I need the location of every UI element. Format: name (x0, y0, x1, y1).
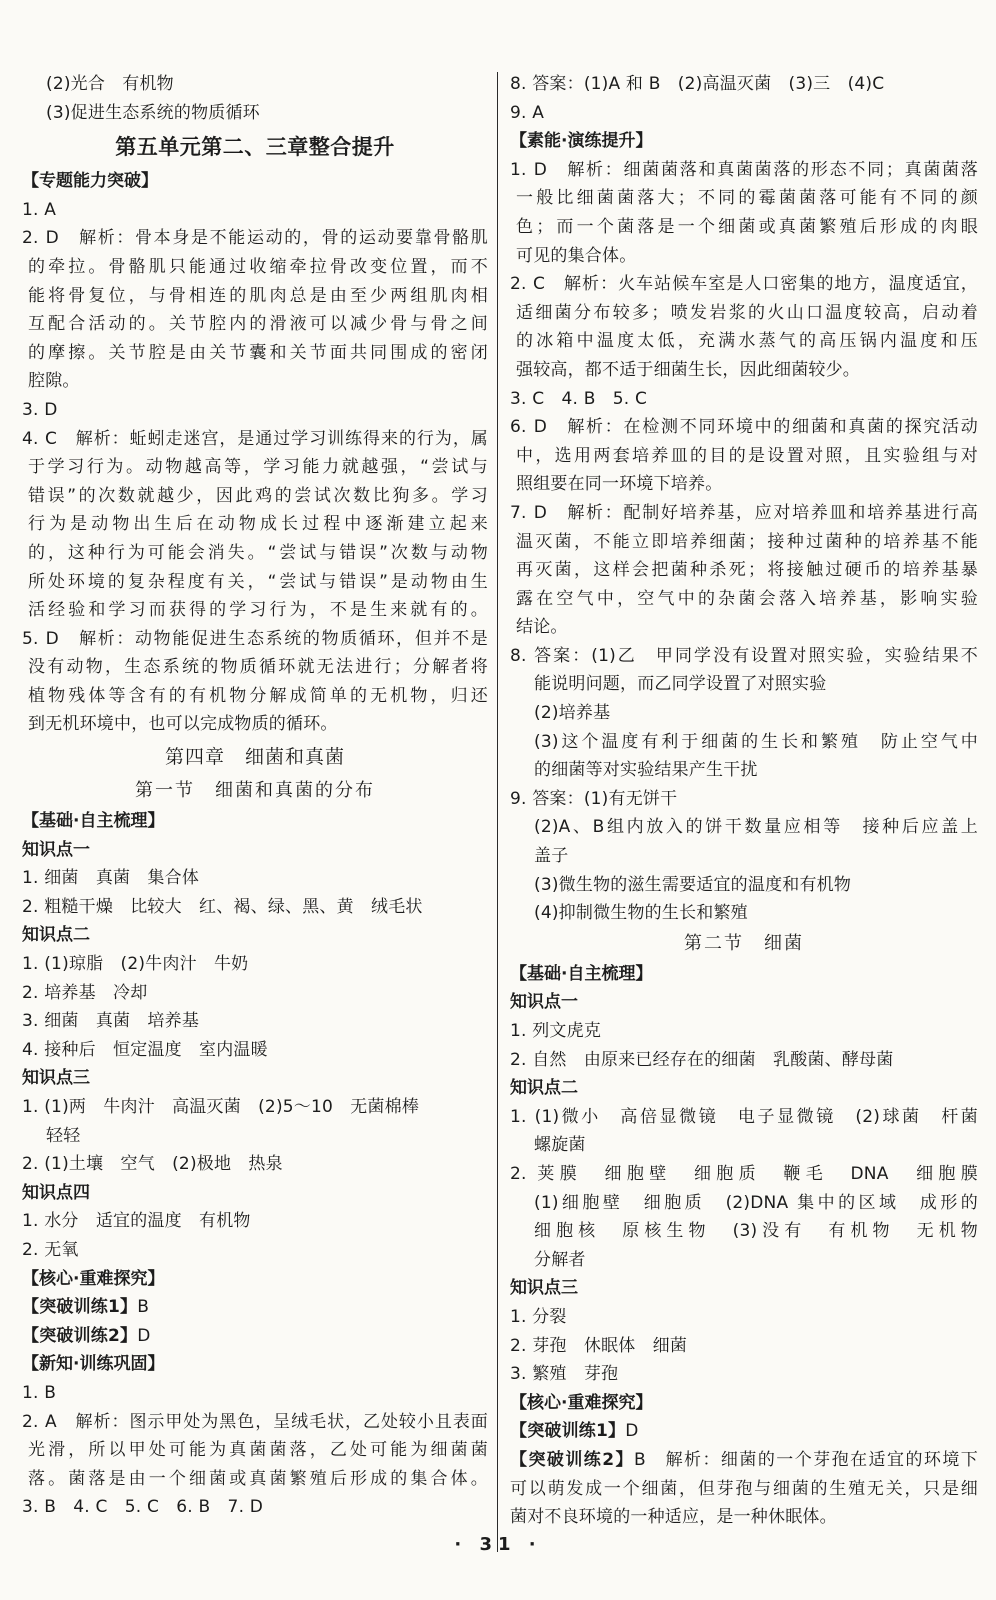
answer-line: 的牵拉。骨骼肌只能通过收缩牵拉骨改变位置，而不 (28, 256, 488, 277)
answer-block-xz2 (22, 1408, 488, 1494)
training-line (22, 1293, 488, 1322)
answer-line: 1. (1)微小 高倍显微镜 电子显微镜 (2)球菌 杆菌 (510, 1106, 978, 1127)
answer-line: 2. A 解析：图示甲处为黑色，呈绒毛状，乙处较小且表面 (22, 1411, 488, 1432)
answer-line: 一般比细菌菌落大；不同的霉菌菌落可能有不同的颜 (516, 188, 978, 209)
answer-line: 2. 粗糙干燥 比较大 红、褐、绿、黑、黄 绒毛状 (22, 896, 423, 917)
answer-line: 1. 分裂 (510, 1306, 567, 1327)
section-label-xinzhi: 【新知·训练巩固】 (22, 1354, 165, 1375)
column-divider (497, 72, 498, 1552)
answer-line: (2)A、B组内放入的饼干数量应相等 接种后应盖上 (534, 817, 978, 838)
training-label: 【突破训练2】 (510, 1449, 634, 1470)
answer-line: 2. 芽孢 休眠体 细菌 (510, 1335, 688, 1356)
answer-line: 的摩擦。关节腔是由关节囊和关节面共同围成的密闭 (28, 342, 488, 363)
answer-line: 的细菌等对实验结果产生干扰 (534, 760, 758, 781)
answer-line: 露在空气中，空气中的杂菌会落入培养基，影响实验 (516, 588, 978, 609)
answer-line: (3)促进生态系统的物质循环 (46, 102, 260, 123)
answer-line: 5. D 解析：动物能促进生态系统的物质循环，但并不是 (22, 628, 488, 649)
answer-line: 照组要在同一环境下培养。 (516, 474, 723, 495)
answer-line: 3. B 4. C 5. C 6. B 7. D (22, 1497, 264, 1518)
answer-line: 2. D 解析：骨本身是不能运动的，骨的运动要靠骨骼肌 (22, 228, 488, 249)
answer-line: 色；而一个菌落是一个细菌或真菌繁殖后形成的肉眼 (516, 216, 978, 237)
answer-block-s9 (510, 785, 978, 928)
knowledge-point-heading: 知识点一 (22, 839, 90, 860)
page-number: · 31 · (454, 1534, 542, 1555)
answer-line: 7. D 解析：配制好培养基，应对培养皿和培养基进行高 (510, 502, 978, 523)
section-label-jichu: 【基础·自主梳理】 (22, 811, 165, 832)
training-answer: D (137, 1325, 151, 1346)
answer-block-2 (22, 224, 488, 396)
answer-block-s8 (510, 642, 978, 785)
answer-line: 没有动物，生态系统的物质循环就无法进行；分解者将 (28, 657, 488, 678)
answer-block-s1 (510, 156, 978, 270)
answer-line: 8. 答案：(1)A 和 B (2)高温灭菌 (3)三 (4)C (510, 74, 885, 94)
answer-line: 4. 接种后 恒定温度 室内温暖 (22, 1039, 268, 1060)
answer-block-4 (22, 425, 488, 625)
answer-line: 1. 水分 适宜的温度 有机物 (22, 1211, 251, 1232)
answer-line: 2. 培养基 冷却 (22, 982, 148, 1003)
answer-line: 菌对不良环境的一种适应，是一种休眠体。 (510, 1507, 837, 1528)
answer-line: 2. 荚膜 细胞壁 细胞质 鞭毛 DNA 细胞膜 (510, 1163, 978, 1184)
answer-line: 8. 答案：(1)乙 甲同学没有设置对照实验，实验结果不 (510, 645, 978, 666)
answer-line: 盖子 (534, 846, 569, 867)
section-label-jichu: 【基础·自主梳理】 (510, 963, 653, 984)
answer-line: (3)微生物的滋生需要适宜的温度和有机物 (534, 874, 852, 895)
answer-line: 1. A (22, 199, 57, 220)
answer-line: (4)抑制微生物的生长和繁殖 (534, 903, 748, 924)
answer-line: 轻轻 (46, 1125, 81, 1146)
answer-line: 2. C 解析：火车站候车室是人口密集的地方，温度适宜， (510, 274, 978, 295)
answer-line: 能将骨复位，与骨相连的肌肉总是由至少两组肌肉相 (28, 285, 488, 306)
section-title: 第二节 细菌 (684, 932, 804, 954)
answer-line: 腔隙。 (28, 371, 80, 392)
answer-line: 的，这种行为可能会消失。“尝试与错误”次数与动物 (28, 542, 488, 563)
training-line (510, 1446, 978, 1475)
training-line (22, 1322, 488, 1351)
left-column (22, 70, 488, 1522)
right-column (510, 70, 978, 1532)
answer-line: 3. D (22, 399, 58, 420)
answer-block-5 (22, 625, 488, 739)
training-answer: D (625, 1421, 639, 1442)
section-title: 第一节 细菌和真菌的分布 (135, 780, 375, 802)
section-label-hexin: 【核心·重难探究】 (22, 1268, 165, 1289)
answer-line: 1. (1)两 牛肉汁 高温灭菌 (2)5～10 无菌棉棒 (22, 1097, 420, 1117)
answer-line: 能说明问题，而乙同学设置了对照实验 (534, 674, 827, 695)
chapter-title: 第四章 细菌和真菌 (164, 746, 345, 769)
answer-line: 错误”的次数就越少，因此鸡的尝试次数比狗多。学习 (28, 485, 488, 506)
answer-line: 的冰箱中温度太低，充满水蒸气的高压锅内温度和压 (516, 331, 978, 352)
answer-line: (2)培养基 (534, 703, 611, 724)
answer-block-s2 (510, 270, 978, 384)
section-label-zhuanti: 【专题能力突破】 (22, 171, 158, 192)
answer-line: 于学习行为。动物越高等，学习能力就越强，“尝试与 (28, 457, 488, 478)
answer-line: 温灭菌，不能立即培养细菌；接种过菌种的培养基不能 (516, 531, 978, 552)
knowledge-point-heading: 知识点一 (510, 992, 578, 1013)
answer-line: 再灭菌，这样会把菌种杀死；将接触过硬币的培养基暴 (516, 560, 978, 581)
answer-line: (2)光合 有机物 (46, 74, 174, 94)
answer-line: 行为是动物出生后在动物成长过程中逐渐建立起来 (28, 514, 488, 535)
answer-line: 活经验和学习而获得的学习行为，不是生来就有的。 (28, 600, 488, 621)
answer-line: 1. 列文虎克 (510, 1021, 602, 1041)
answer-line: 中，选用两套培养皿的目的是设置对照，且实验组与对 (516, 445, 978, 466)
training-label: 【突破训练1】 (510, 1421, 626, 1442)
knowledge-point-heading: 知识点三 (22, 1068, 90, 1089)
answer-line: (3)这个温度有利于细菌的生长和繁殖 防止空气中 (534, 731, 978, 752)
answer-line: 1. B (22, 1382, 57, 1403)
answer-line: 强较高，都不适于细菌生长，因此细菌较少。 (516, 359, 860, 380)
answer-line: 3. C 4. B 5. C (510, 388, 648, 409)
answer-line: 螺旋菌 (534, 1135, 586, 1156)
answer-line: 1. 细菌 真菌 集合体 (22, 868, 200, 889)
answer-line: (1)细胞壁 细胞质 (2)DNA 集中的区域 成形的 (534, 1192, 978, 1213)
answer-line: 4. C 解析：蚯蚓走迷宫，是通过学习训练得来的行为，属 (22, 428, 488, 449)
knowledge-point-heading: 知识点二 (22, 925, 90, 946)
answer-line: 2. (1)土壤 空气 (2)极地 热泉 (22, 1154, 283, 1175)
answer-line: 9. 答案：(1)有无饼干 (510, 788, 678, 809)
training-answer: B (137, 1297, 150, 1318)
training-answer: B 解析：细菌的一个芽孢在适宜的环境下 (634, 1449, 978, 1470)
answer-line: 到无机环境中，也可以完成物质的循环。 (28, 714, 338, 735)
answer-line: 9. A (510, 102, 545, 123)
answer-line: 3. 细菌 真菌 培养基 (22, 1011, 200, 1032)
training-line (510, 1417, 978, 1446)
knowledge-point-heading: 知识点二 (510, 1078, 578, 1099)
answer-line: 分解者 (534, 1249, 586, 1270)
section-label-suneng: 【素能·演练提升】 (510, 131, 653, 152)
answer-line: 光滑，所以甲处可能为真菌菌落，乙处可能为细菌菌 (28, 1440, 488, 1461)
answer-line: 可见的集合体。 (516, 245, 637, 266)
knowledge-point-heading: 知识点四 (22, 1182, 90, 1203)
answer-line: 1. D 解析：细菌菌落和真菌菌落的形态不同；真菌菌落 (510, 159, 978, 180)
training-label: 【突破训练1】 (22, 1297, 138, 1318)
answer-line: 适细菌分布较多；喷发岩浆的火山口温度较高，启动着 (516, 302, 978, 323)
unit-title: 第五单元第二、三章整合提升 (115, 135, 395, 160)
training-label: 【突破训练2】 (22, 1325, 138, 1346)
section-label-hexin: 【核心·重难探究】 (510, 1392, 653, 1413)
answer-line: 落。菌落是由一个细菌或真菌繁殖后形成的集合体。 (28, 1468, 488, 1489)
answer-line: 6. D 解析：在检测不同环境中的细菌和真菌的探究活动 (510, 417, 978, 438)
answer-line: 互配合活动的。关节腔内的滑液可以减少骨与骨之间 (28, 314, 488, 335)
answer-line: 细胞核 原核生物 (3)没有 有机物 无机物 (534, 1221, 978, 1242)
answer-block-s6 (510, 413, 978, 499)
answer-block-s7 (510, 499, 978, 642)
answer-line: 植物残体等含有的有机物分解成简单的无机物，归还 (28, 685, 488, 706)
answer-line: 1. (1)琼脂 (2)牛肉汁 牛奶 (22, 954, 249, 975)
knowledge-point-heading: 知识点三 (510, 1278, 578, 1299)
answer-line: 结论。 (516, 617, 568, 638)
answer-line: 所处环境的复杂程度有关，“尝试与错误”是动物由生 (28, 571, 488, 592)
answer-line: 2. 无氧 (22, 1239, 79, 1260)
answer-line: 2. 自然 由原来已经存在的细菌 乳酸菌、酵母菌 (510, 1049, 894, 1070)
answer-line: 3. 繁殖 芽孢 (510, 1364, 619, 1385)
answer-line: 可以萌发成一个细菌，但芽孢与细菌的生殖无关，只是细 (510, 1478, 978, 1499)
